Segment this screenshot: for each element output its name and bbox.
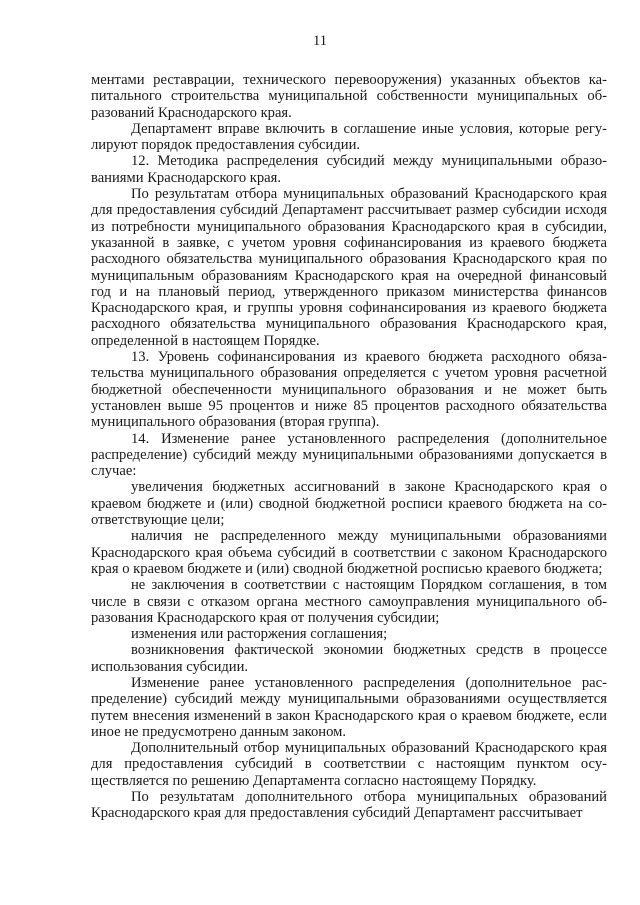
list-item: увеличения бюджетных ассигнований в законе Краснодарского края о краевом бюджете и (или) сводной бюджетной росписи краевого бюджета на соответствующие цели;: [91, 479, 607, 529]
section-heading: 12. Методика распределения субсидий между муниципальными образованиями Краснодарского края.: [91, 153, 607, 186]
paragraph: По результатам дополнительного отбора муниципальных образований Краснодарского края для предоставления субсидий Департамент рассчитывает: [91, 789, 607, 822]
paragraph: Дополнительный отбор муниципальных образований Краснодарского края для предоставления субсидий в соответствии с настоящим пунктом осуществляется по решению Департамента согласно настоящему Порядку.: [91, 740, 607, 789]
page-number: 11: [313, 33, 327, 49]
paragraph: Департамент вправе включить в соглашение иные условия, которые регулируют порядок предоставления субсидии.: [91, 120, 607, 154]
paragraph: Изменение ранее установленного распределения (дополнительное распределение) субсидий между муниципальными образованиями осуществляется путем внесения изменений в закон Краснодарского края о краевом бюджете, если иное не предусмотрено данным законом.: [91, 674, 607, 740]
paragraph: 13. Уровень софинансирования из краевого бюджета расходного обязательства муниципального образования определяется с учетом уровня расчетной бюджетной обеспеченности муниципального образования и не может быть установлен выше 95 процентов и ниже 85 процентов расходного обязательства муниципального образования (вторая группа).: [91, 349, 607, 431]
list-item: возникновения фактической экономии бюджетных средств в процессе использования субсидии.: [91, 642, 607, 675]
list-item: изменения или расторжения соглашения;: [131, 626, 388, 643]
paragraph: ментами реставрации, технического перевооружения) указанных объектов капитального строительства муниципальной собственности муниципальных образований Краснодарского края.: [91, 72, 607, 121]
paragraph: 14. Изменение ранее установленного распределения (дополнительное распределение) субсидий между муниципальными образованиями допускается в случае:: [91, 430, 607, 480]
list-item: не заключения в соответствии с настоящим Порядком соглашения, в том числе в связи с отказом органа местного самоуправления муниципального образования Краснодарского края от получения субсидии;: [91, 577, 607, 626]
list-item: наличия не распределенного между муниципальными образованиями Краснодарского края объема субсидий в соответствии с законом Краснодарского края о краевом бюджете и (или) сводной бюджетной росписью краевого бюджета;: [91, 528, 607, 577]
paragraph: По результатам отбора муниципальных образований Краснодарского края для предоставления субсидий Департамент рассчитывает размер субсидии исходя из потребности муниципального образования Краснодарского края в субсидии, указанной в заявке, с учетом уровня софинансирования из краевого бюджета расходного обязательства муниципального образования Краснодарского края по муниципальным образованиям Краснодарского края на очередной финансовый год и на плановый период, утвержденного приказом министерства финансов Краснодарского края, и группы уровня софинансирования из краевого бюджета расходного обязательства муниципального образования Краснодарского края, определенной в настоящем Порядке.: [91, 186, 607, 349]
document-body: [91, 72, 607, 822]
